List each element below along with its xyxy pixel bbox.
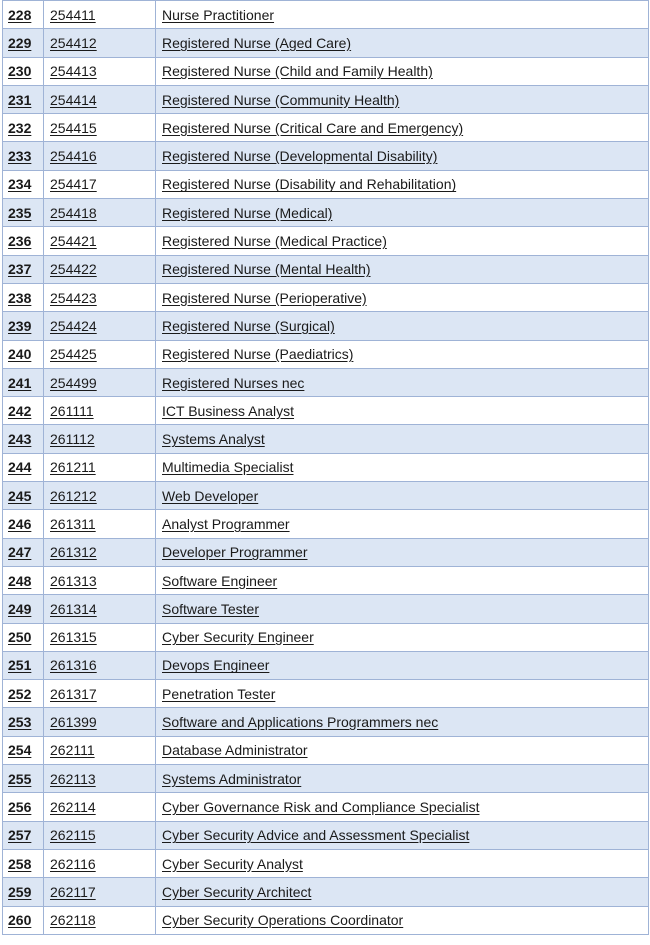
occupation-title-cell <box>156 255 649 283</box>
occupation-code-link[interactable]: 254416 <box>50 148 97 165</box>
table-row <box>3 312 649 340</box>
occupation-title-cell <box>156 849 649 877</box>
occupation-code-link[interactable]: 254417 <box>50 176 97 193</box>
occupation-title-link[interactable]: Cyber Security Architect <box>162 883 312 900</box>
occupation-title-cell <box>156 397 649 425</box>
table-row <box>3 142 649 170</box>
table-row <box>3 538 649 566</box>
occupation-title-link[interactable]: ICT Business Analyst <box>162 402 295 419</box>
occupation-title-cell <box>156 340 649 368</box>
row-number: 254 <box>3 736 44 764</box>
table-row <box>3 57 649 85</box>
occupation-title-cell <box>156 595 649 623</box>
table-row <box>3 793 649 821</box>
occupation-code-link[interactable]: 261112 <box>50 431 95 448</box>
occupation-code-cell <box>44 510 156 538</box>
occupation-title-link[interactable]: Registered Nurse (Medical Practice) <box>162 233 387 250</box>
occupation-code-link[interactable]: 261315 <box>50 629 97 646</box>
table-row <box>3 85 649 113</box>
occupation-title-cell <box>156 170 649 198</box>
occupation-code-cell <box>44 595 156 623</box>
table-row <box>3 510 649 538</box>
row-number: 232 <box>3 114 44 142</box>
occupation-title-cell <box>156 878 649 906</box>
occupation-title-cell <box>156 793 649 821</box>
occupation-title-link[interactable]: Systems Administrator <box>162 770 302 787</box>
occupation-code-link[interactable]: 254424 <box>50 317 97 334</box>
occupation-code-cell <box>44 368 156 396</box>
occupation-title-cell <box>156 1 649 29</box>
occupation-code-cell <box>44 793 156 821</box>
occupation-title-link[interactable]: Registered Nurse (Developmental Disability) <box>162 148 438 165</box>
occupation-code-cell <box>44 57 156 85</box>
occupation-title-link[interactable]: Nurse Practitioner <box>162 6 275 23</box>
occupation-table-body <box>3 1 649 935</box>
occupation-title-link[interactable]: Software Tester <box>162 600 260 617</box>
occupation-code-link[interactable]: 262115 <box>50 827 96 844</box>
table-row <box>3 29 649 57</box>
occupation-code-cell <box>44 566 156 594</box>
occupation-code-link[interactable]: 254411 <box>50 6 96 23</box>
occupation-title-link[interactable]: Registered Nurses nec <box>162 374 305 391</box>
table-row <box>3 227 649 255</box>
occupation-title-link[interactable]: Registered Nurse (Perioperative) <box>162 289 367 306</box>
occupation-code-cell <box>44 255 156 283</box>
row-number: 241 <box>3 368 44 396</box>
row-number: 238 <box>3 283 44 311</box>
occupation-title-link[interactable]: Registered Nurse (Medical) <box>162 204 333 221</box>
occupation-title-link[interactable]: Analyst Programmer <box>162 515 290 532</box>
occupation-title-link[interactable]: Cyber Security Operations Coordinator <box>162 912 404 929</box>
occupation-title-link[interactable]: Registered Nurse (Aged Care) <box>162 34 352 51</box>
occupation-code-link[interactable]: 254423 <box>50 289 97 306</box>
occupation-title-cell <box>156 765 649 793</box>
occupation-code-cell <box>44 114 156 142</box>
occupation-code-link[interactable]: 262113 <box>50 770 96 787</box>
row-number: 259 <box>3 878 44 906</box>
row-number: 251 <box>3 651 44 679</box>
occupation-table <box>2 0 649 935</box>
occupation-code-link[interactable]: 254422 <box>50 261 97 278</box>
table-row <box>3 425 649 453</box>
occupation-code-cell <box>44 170 156 198</box>
occupation-code-cell <box>44 199 156 227</box>
occupation-title-link[interactable]: Registered Nurse (Child and Family Health) <box>162 63 433 80</box>
occupation-code-link[interactable]: 254421 <box>50 233 97 250</box>
occupation-code-link[interactable]: 261311 <box>50 515 96 532</box>
occupation-code-link[interactable]: 254499 <box>50 374 97 391</box>
table-row <box>3 623 649 651</box>
row-number: 233 <box>3 142 44 170</box>
occupation-title-cell <box>156 227 649 255</box>
occupation-title-link[interactable]: Multimedia Specialist <box>162 459 294 476</box>
table-row <box>3 680 649 708</box>
occupation-title-cell <box>156 368 649 396</box>
occupation-title-link[interactable]: Cyber Security Analyst <box>162 855 303 872</box>
occupation-code-cell <box>44 312 156 340</box>
occupation-code-cell <box>44 227 156 255</box>
occupation-code-cell <box>44 680 156 708</box>
row-number: 235 <box>3 199 44 227</box>
occupation-title-link[interactable]: Registered Nurse (Community Health) <box>162 91 400 108</box>
row-number: 239 <box>3 312 44 340</box>
occupation-title-cell <box>156 199 649 227</box>
table-row <box>3 255 649 283</box>
occupation-title-cell <box>156 566 649 594</box>
row-number: 236 <box>3 227 44 255</box>
occupation-code-cell <box>44 1 156 29</box>
table-row <box>3 566 649 594</box>
occupation-code-cell <box>44 85 156 113</box>
table-row <box>3 595 649 623</box>
occupation-title-cell <box>156 114 649 142</box>
occupation-title-cell <box>156 680 649 708</box>
row-number: 237 <box>3 255 44 283</box>
table-row <box>3 397 649 425</box>
row-number: 249 <box>3 595 44 623</box>
occupation-code-cell <box>44 708 156 736</box>
occupation-title-link[interactable]: Systems Analyst <box>162 431 265 448</box>
occupation-code-link[interactable]: 262116 <box>50 855 96 872</box>
occupation-title-link[interactable]: Registered Nurse (Paediatrics) <box>162 346 354 363</box>
occupation-title-cell <box>156 142 649 170</box>
occupation-code-link[interactable]: 262117 <box>50 883 96 900</box>
table-row <box>3 708 649 736</box>
occupation-code-cell <box>44 482 156 510</box>
row-number: 240 <box>3 340 44 368</box>
occupation-code-cell <box>44 736 156 764</box>
occupation-code-cell <box>44 340 156 368</box>
occupation-title-link[interactable]: Web Developer <box>162 487 259 504</box>
occupation-code-link[interactable]: 254413 <box>50 63 97 80</box>
occupation-code-cell <box>44 878 156 906</box>
row-number: 234 <box>3 170 44 198</box>
row-number: 231 <box>3 85 44 113</box>
occupation-code-cell <box>44 538 156 566</box>
occupation-code-cell <box>44 425 156 453</box>
row-number: 257 <box>3 821 44 849</box>
occupation-code-link[interactable]: 254425 <box>50 346 97 363</box>
row-number: 230 <box>3 57 44 85</box>
row-number: 245 <box>3 482 44 510</box>
occupation-title-cell <box>156 453 649 481</box>
occupation-title-link[interactable]: Cyber Security Advice and Assessment Specialist <box>162 827 470 844</box>
occupation-code-link[interactable]: 261317 <box>50 685 97 702</box>
occupation-title-link[interactable]: Software Engineer <box>162 572 278 589</box>
occupation-title-cell <box>156 283 649 311</box>
occupation-title-link[interactable]: Devops Engineer <box>162 657 270 674</box>
occupation-title-cell <box>156 708 649 736</box>
occupation-code-link[interactable]: 261211 <box>50 459 96 476</box>
occupation-code-cell <box>44 906 156 934</box>
occupation-title-cell <box>156 510 649 538</box>
occupation-title-link[interactable]: Cyber Governance Risk and Compliance Specialist <box>162 798 480 815</box>
table-row <box>3 453 649 481</box>
occupation-code-link[interactable]: 262114 <box>50 798 96 815</box>
occupation-code-link[interactable]: 254412 <box>50 34 97 51</box>
table-row <box>3 1 649 29</box>
occupation-title-cell <box>156 312 649 340</box>
row-number: 243 <box>3 425 44 453</box>
table-row <box>3 283 649 311</box>
occupation-title-cell <box>156 57 649 85</box>
occupation-title-link[interactable]: Developer Programmer <box>162 544 308 561</box>
table-row <box>3 878 649 906</box>
occupation-title-cell <box>156 906 649 934</box>
occupation-title-link[interactable]: Software and Applications Programmers nec <box>162 714 439 731</box>
occupation-title-cell <box>156 821 649 849</box>
occupation-title-link[interactable]: Penetration Tester <box>162 685 276 702</box>
occupation-code-link[interactable]: 254414 <box>50 91 97 108</box>
occupation-title-cell <box>156 425 649 453</box>
row-number: 250 <box>3 623 44 651</box>
row-number: 246 <box>3 510 44 538</box>
row-number: 229 <box>3 29 44 57</box>
occupation-code-link[interactable]: 261212 <box>50 487 97 504</box>
row-number: 253 <box>3 708 44 736</box>
occupation-title-cell <box>156 482 649 510</box>
row-number: 258 <box>3 849 44 877</box>
table-row <box>3 368 649 396</box>
table-row <box>3 114 649 142</box>
occupation-code-link[interactable]: 254418 <box>50 204 97 221</box>
table-row <box>3 199 649 227</box>
occupation-title-cell <box>156 29 649 57</box>
row-number: 255 <box>3 765 44 793</box>
occupation-code-cell <box>44 651 156 679</box>
row-number: 260 <box>3 906 44 934</box>
table-row <box>3 170 649 198</box>
occupation-title-cell <box>156 736 649 764</box>
occupation-code-cell <box>44 29 156 57</box>
occupation-code-cell <box>44 623 156 651</box>
occupation-code-cell <box>44 453 156 481</box>
occupation-code-cell <box>44 765 156 793</box>
occupation-title-cell <box>156 538 649 566</box>
occupation-code-cell <box>44 283 156 311</box>
row-number: 228 <box>3 1 44 29</box>
occupation-code-link[interactable]: 261312 <box>50 544 97 561</box>
table-row <box>3 340 649 368</box>
occupation-code-cell <box>44 821 156 849</box>
row-number: 242 <box>3 397 44 425</box>
table-row <box>3 849 649 877</box>
occupation-title-cell <box>156 623 649 651</box>
row-number: 247 <box>3 538 44 566</box>
occupation-title-link[interactable]: Registered Nurse (Critical Care and Emergency) <box>162 119 464 136</box>
row-number: 256 <box>3 793 44 821</box>
occupation-title-link[interactable]: Database Administrator <box>162 742 308 759</box>
table-row <box>3 736 649 764</box>
occupation-code-link[interactable]: 254415 <box>50 119 97 136</box>
occupation-title-link[interactable]: Registered Nurse (Mental Health) <box>162 261 371 278</box>
occupation-code-cell <box>44 397 156 425</box>
occupation-title-link[interactable]: Registered Nurse (Disability and Rehabilitation) <box>162 176 457 193</box>
occupation-code-cell <box>44 142 156 170</box>
table-row <box>3 821 649 849</box>
occupation-title-cell <box>156 85 649 113</box>
table-row <box>3 651 649 679</box>
occupation-code-link[interactable]: 261399 <box>50 714 97 731</box>
occupation-code-link[interactable]: 262111 <box>50 742 95 759</box>
occupation-title-link[interactable]: Registered Nurse (Surgical) <box>162 317 335 334</box>
occupation-code-link[interactable]: 261314 <box>50 600 97 617</box>
occupation-title-cell <box>156 651 649 679</box>
occupation-code-link[interactable]: 262118 <box>50 912 96 929</box>
occupation-code-link[interactable]: 261111 <box>50 402 94 419</box>
row-number: 252 <box>3 680 44 708</box>
table-row <box>3 765 649 793</box>
occupation-code-link[interactable]: 261316 <box>50 657 97 674</box>
row-number: 248 <box>3 566 44 594</box>
occupation-code-link[interactable]: 261313 <box>50 572 97 589</box>
table-row <box>3 906 649 934</box>
occupation-title-link[interactable]: Cyber Security Engineer <box>162 629 314 646</box>
occupation-code-cell <box>44 849 156 877</box>
row-number: 244 <box>3 453 44 481</box>
table-row <box>3 482 649 510</box>
